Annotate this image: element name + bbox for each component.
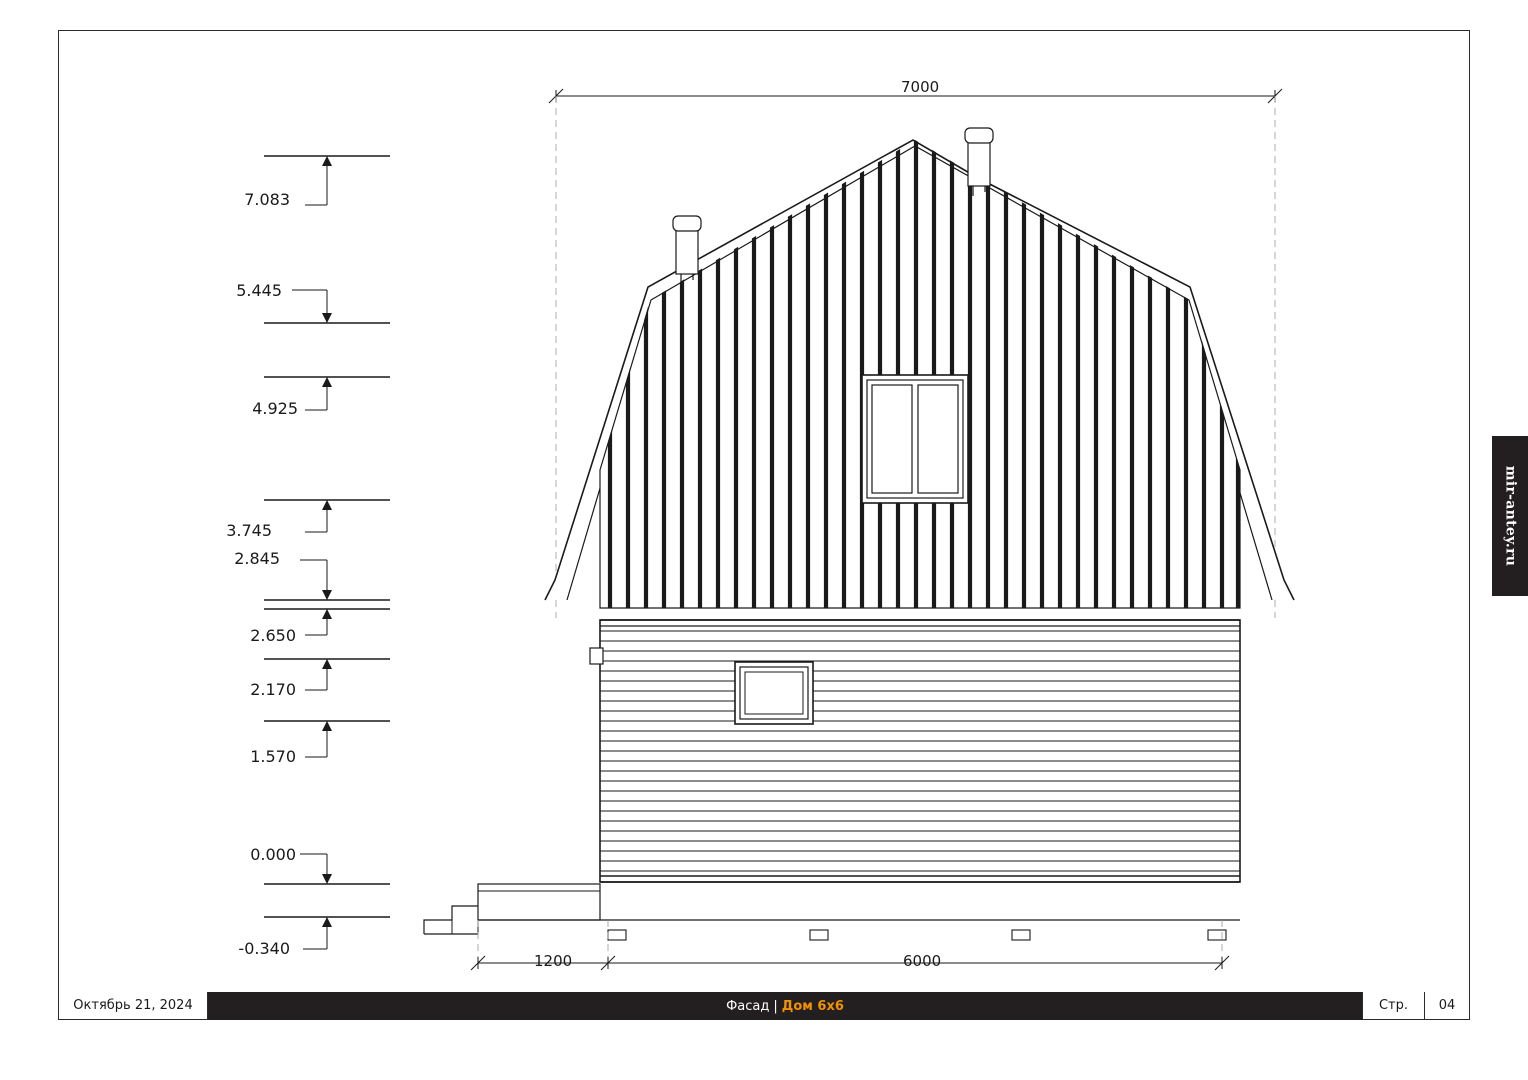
level-label-7083: 7.083 bbox=[244, 190, 290, 209]
title-bar bbox=[58, 992, 1470, 1020]
page-number: 04 bbox=[1424, 992, 1470, 1020]
title-bar-center bbox=[208, 992, 1362, 1020]
level-label-5445: 5.445 bbox=[236, 281, 282, 300]
level-label-2845: 2.845 bbox=[234, 549, 280, 568]
level-label-0000: 0.000 bbox=[250, 845, 296, 864]
level-label-2170: 2.170 bbox=[250, 680, 296, 699]
date-field: Октябрь 21, 2024 bbox=[58, 992, 208, 1020]
view-label: Фасад bbox=[726, 998, 770, 1014]
title-separator: | bbox=[773, 998, 778, 1014]
level-label-4925: 4.925 bbox=[252, 399, 298, 418]
level-label-1570: 1.570 bbox=[250, 747, 296, 766]
page-label: Стр. bbox=[1362, 992, 1424, 1020]
dimension-porch-width: 1200 bbox=[534, 952, 573, 970]
dimension-overall-width: 7000 bbox=[901, 78, 940, 96]
dimension-house-width: 6000 bbox=[903, 952, 942, 970]
project-name: Дом 6х6 bbox=[781, 998, 844, 1014]
level-label-3745: 3.745 bbox=[226, 521, 272, 540]
watermark-text: mir-antey.ru bbox=[1502, 465, 1518, 567]
level-label-2650: 2.650 bbox=[250, 626, 296, 645]
level-label-minus0340: -0.340 bbox=[238, 939, 290, 958]
watermark-tab bbox=[1492, 436, 1528, 596]
